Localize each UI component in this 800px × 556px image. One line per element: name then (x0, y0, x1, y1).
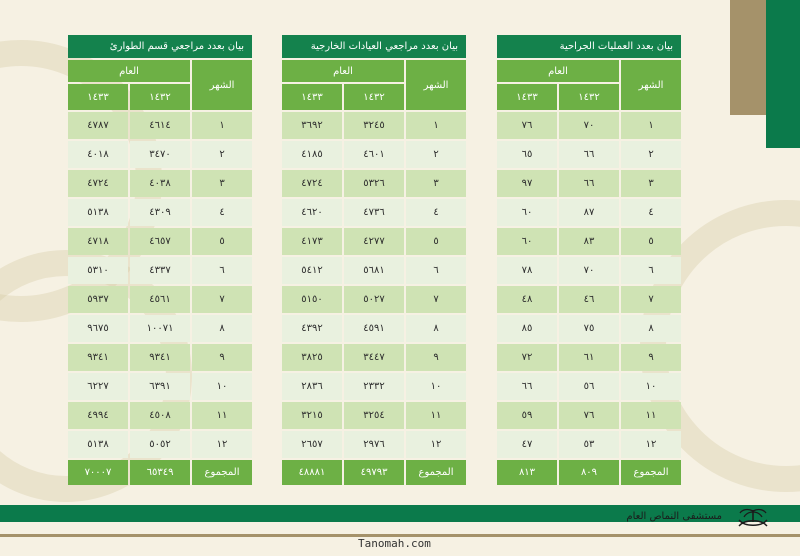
value-1432-cell: ٧٦ (559, 402, 619, 429)
month-cell: ٧ (406, 286, 466, 313)
value-1433-cell: ٥١٣٨ (68, 431, 128, 458)
table-row (282, 373, 466, 400)
corner-gold-bar (730, 0, 768, 115)
year-1433-header: ١٤٣٣ (282, 84, 342, 110)
value-1432-cell: ٦١ (559, 344, 619, 371)
value-1432-cell: ٤٧٣٦ (344, 199, 404, 226)
value-1432-cell: ٣٢٤٥ (344, 112, 404, 139)
year-header: العام (68, 60, 190, 82)
value-1432-cell: ٦٦ (559, 170, 619, 197)
value-1433-cell: ٣٦٩٢ (282, 112, 342, 139)
value-1432-cell: ٧٠ (559, 112, 619, 139)
table-row (497, 141, 681, 168)
value-1432-cell: ٤٠٣٨ (130, 170, 190, 197)
value-1432-cell: ٦٣٩١ (130, 373, 190, 400)
value-1433-cell: ٦٢٢٧ (68, 373, 128, 400)
value-1432-cell: ٥٠٢٧ (344, 286, 404, 313)
month-cell: ١ (192, 112, 252, 139)
value-1433-cell: ٤٠١٨ (68, 141, 128, 168)
table-row (282, 315, 466, 342)
table-row (497, 402, 681, 429)
month-cell: ١١ (192, 402, 252, 429)
value-1433-cell: ٤١٨٥ (282, 141, 342, 168)
table-row (282, 257, 466, 284)
year-1433-header: ١٤٣٣ (68, 84, 128, 110)
total-row (282, 460, 466, 485)
value-1433-cell: ٩٦٧٥ (68, 315, 128, 342)
year-1432-header: ١٤٣٢ (344, 84, 404, 110)
total-label: المجموع (192, 460, 252, 485)
month-cell: ٧ (192, 286, 252, 313)
value-1432-cell: ٧٠ (559, 257, 619, 284)
total-1433-cell: ٧٠٠٠٧ (68, 460, 128, 485)
table-row (68, 373, 252, 400)
month-cell: ٤ (621, 199, 681, 226)
month-cell: ٨ (192, 315, 252, 342)
data-table (495, 58, 683, 487)
month-cell: ١٢ (406, 431, 466, 458)
total-label: المجموع (406, 460, 466, 485)
value-1433-cell: ٢٦٥٧ (282, 431, 342, 458)
value-1432-cell: ٦٦ (559, 141, 619, 168)
total-row (497, 460, 681, 485)
month-cell: ٣ (192, 170, 252, 197)
watermark-text: Tanomah.com (358, 537, 431, 550)
month-cell: ٥ (192, 228, 252, 255)
table-row (282, 286, 466, 313)
month-cell: ٧ (621, 286, 681, 313)
month-cell: ٣ (406, 170, 466, 197)
value-1433-cell: ٤٣٩٢ (282, 315, 342, 342)
month-cell: ١٢ (192, 431, 252, 458)
year-header: العام (282, 60, 404, 82)
value-1433-cell: ٩٣٤١ (68, 344, 128, 371)
table-row (68, 228, 252, 255)
month-cell: ٥ (406, 228, 466, 255)
month-cell: ١ (406, 112, 466, 139)
table-row (68, 286, 252, 313)
table-row (497, 373, 681, 400)
table-row (68, 257, 252, 284)
table-row (282, 402, 466, 429)
table-row (282, 112, 466, 139)
table-row (497, 257, 681, 284)
month-cell: ٢ (192, 141, 252, 168)
value-1432-cell: ٤٦ (559, 286, 619, 313)
value-1433-cell: ٧٦ (497, 112, 557, 139)
value-1432-cell: ٤٦٥٧ (130, 228, 190, 255)
month-header: الشهر (192, 60, 252, 110)
month-header: الشهر (406, 60, 466, 110)
month-cell: ١١ (406, 402, 466, 429)
value-1432-cell: ٤٥٩١ (344, 315, 404, 342)
month-cell: ١١ (621, 402, 681, 429)
table-row (282, 141, 466, 168)
value-1433-cell: ٤١٧٣ (282, 228, 342, 255)
table-row (497, 431, 681, 458)
value-1433-cell: ٥٩ (497, 402, 557, 429)
month-cell: ٦ (192, 257, 252, 284)
table-row (68, 199, 252, 226)
value-1433-cell: ٥١٣٨ (68, 199, 128, 226)
month-cell: ٨ (621, 315, 681, 342)
value-1432-cell: ٥٣ (559, 431, 619, 458)
value-1432-cell: ٥٦٨١ (344, 257, 404, 284)
value-1433-cell: ٤٧٢٤ (68, 170, 128, 197)
month-cell: ١٠ (406, 373, 466, 400)
value-1433-cell: ٦٥ (497, 141, 557, 168)
month-cell: ١٢ (621, 431, 681, 458)
data-table (66, 58, 254, 487)
month-cell: ٩ (192, 344, 252, 371)
table-title: بيان بعدد العمليات الجراحية (497, 35, 681, 58)
month-cell: ٢ (621, 141, 681, 168)
table-row (497, 315, 681, 342)
value-1433-cell: ٩٧ (497, 170, 557, 197)
data-table (280, 58, 468, 487)
month-cell: ٦ (621, 257, 681, 284)
table-row (68, 402, 252, 429)
value-1432-cell: ١٠٠٧١ (130, 315, 190, 342)
month-cell: ٥ (621, 228, 681, 255)
value-1432-cell: ٤٣٣٧ (130, 257, 190, 284)
value-1432-cell: ٤٦٠١ (344, 141, 404, 168)
value-1432-cell: ٨٧ (559, 199, 619, 226)
outpatient-table (282, 35, 466, 487)
table-row (282, 199, 466, 226)
value-1433-cell: ٣٢١٥ (282, 402, 342, 429)
value-1433-cell: ٧٨ (497, 257, 557, 284)
table-title: بيان بعدد مراجعي العيادات الخارجية (282, 35, 466, 58)
value-1432-cell: ٩٣٤١ (130, 344, 190, 371)
value-1433-cell: ٤٩٩٤ (68, 402, 128, 429)
month-cell: ٣ (621, 170, 681, 197)
month-cell: ١ (621, 112, 681, 139)
total-label: المجموع (621, 460, 681, 485)
value-1432-cell: ٥٦ (559, 373, 619, 400)
month-header: الشهر (621, 60, 681, 110)
corner-green-bar (766, 0, 800, 148)
value-1433-cell: ٦٦ (497, 373, 557, 400)
surgeries-table (497, 35, 681, 487)
total-1432-cell: ٦٥٣٤٩ (130, 460, 190, 485)
value-1433-cell: ٤٦٢٠ (282, 199, 342, 226)
table-row (497, 199, 681, 226)
table-row (68, 344, 252, 371)
value-1432-cell: ٢٩٧٦ (344, 431, 404, 458)
value-1433-cell: ٤٧٢٤ (282, 170, 342, 197)
year-header: العام (497, 60, 619, 82)
table-row (282, 170, 466, 197)
value-1432-cell: ٤٥٠٨ (130, 402, 190, 429)
table-row (68, 431, 252, 458)
value-1432-cell: ٣٤٧٠ (130, 141, 190, 168)
value-1432-cell: ٤٢٧٧ (344, 228, 404, 255)
value-1433-cell: ٤٨ (497, 286, 557, 313)
value-1432-cell: ٧٥ (559, 315, 619, 342)
value-1433-cell: ٥٩٣٧ (68, 286, 128, 313)
value-1433-cell: ٢٨٣٦ (282, 373, 342, 400)
table-row (68, 315, 252, 342)
table-title: بيان بعدد مراجعي قسم الطوارئ (68, 35, 252, 58)
month-cell: ١٠ (621, 373, 681, 400)
total-1432-cell: ٨٠٩ (559, 460, 619, 485)
table-row (282, 431, 466, 458)
total-1433-cell: ٨١٣ (497, 460, 557, 485)
table-row (497, 112, 681, 139)
month-cell: ٤ (192, 199, 252, 226)
month-cell: ١٠ (192, 373, 252, 400)
year-1432-header: ١٤٣٢ (130, 84, 190, 110)
table-row (497, 344, 681, 371)
value-1432-cell: ٣٢٥٤ (344, 402, 404, 429)
value-1433-cell: ٣٨٢٥ (282, 344, 342, 371)
table-row (68, 141, 252, 168)
table-row (68, 170, 252, 197)
table-row (282, 344, 466, 371)
emergency-table (68, 35, 252, 487)
value-1432-cell: ٥٠٥٢ (130, 431, 190, 458)
total-1433-cell: ٤٨٨٨١ (282, 460, 342, 485)
value-1432-cell: ٤٦١٤ (130, 112, 190, 139)
value-1432-cell: ٣٤٤٧ (344, 344, 404, 371)
table-row (497, 286, 681, 313)
value-1433-cell: ٤٧١٨ (68, 228, 128, 255)
table-row (497, 228, 681, 255)
value-1433-cell: ٦٠ (497, 228, 557, 255)
table-row (282, 228, 466, 255)
value-1433-cell: ٤٧٨٧ (68, 112, 128, 139)
table-row (497, 170, 681, 197)
month-cell: ٦ (406, 257, 466, 284)
month-cell: ٢ (406, 141, 466, 168)
value-1433-cell: ٨٥ (497, 315, 557, 342)
month-cell: ٤ (406, 199, 466, 226)
year-1432-header: ١٤٣٢ (559, 84, 619, 110)
value-1432-cell: ٨٣ (559, 228, 619, 255)
total-row (68, 460, 252, 485)
value-1433-cell: ٥١٥٠ (282, 286, 342, 313)
value-1433-cell: ٦٠ (497, 199, 557, 226)
value-1432-cell: ٤٣٠٩ (130, 199, 190, 226)
value-1432-cell: ٢٣٣٢ (344, 373, 404, 400)
value-1433-cell: ٥٤١٢ (282, 257, 342, 284)
month-cell: ٩ (621, 344, 681, 371)
value-1432-cell: ٥٣٢٦ (344, 170, 404, 197)
month-cell: ٨ (406, 315, 466, 342)
year-1433-header: ١٤٣٣ (497, 84, 557, 110)
value-1433-cell: ٥٣١٠ (68, 257, 128, 284)
hospital-name: مستشفى النماص العام (626, 511, 722, 522)
month-cell: ٩ (406, 344, 466, 371)
total-1432-cell: ٤٩٧٩٣ (344, 460, 404, 485)
table-row (68, 112, 252, 139)
value-1433-cell: ٤٧ (497, 431, 557, 458)
saudi-palm-swords-icon (733, 506, 773, 532)
value-1432-cell: ٤٥٦١ (130, 286, 190, 313)
value-1433-cell: ٧٢ (497, 344, 557, 371)
